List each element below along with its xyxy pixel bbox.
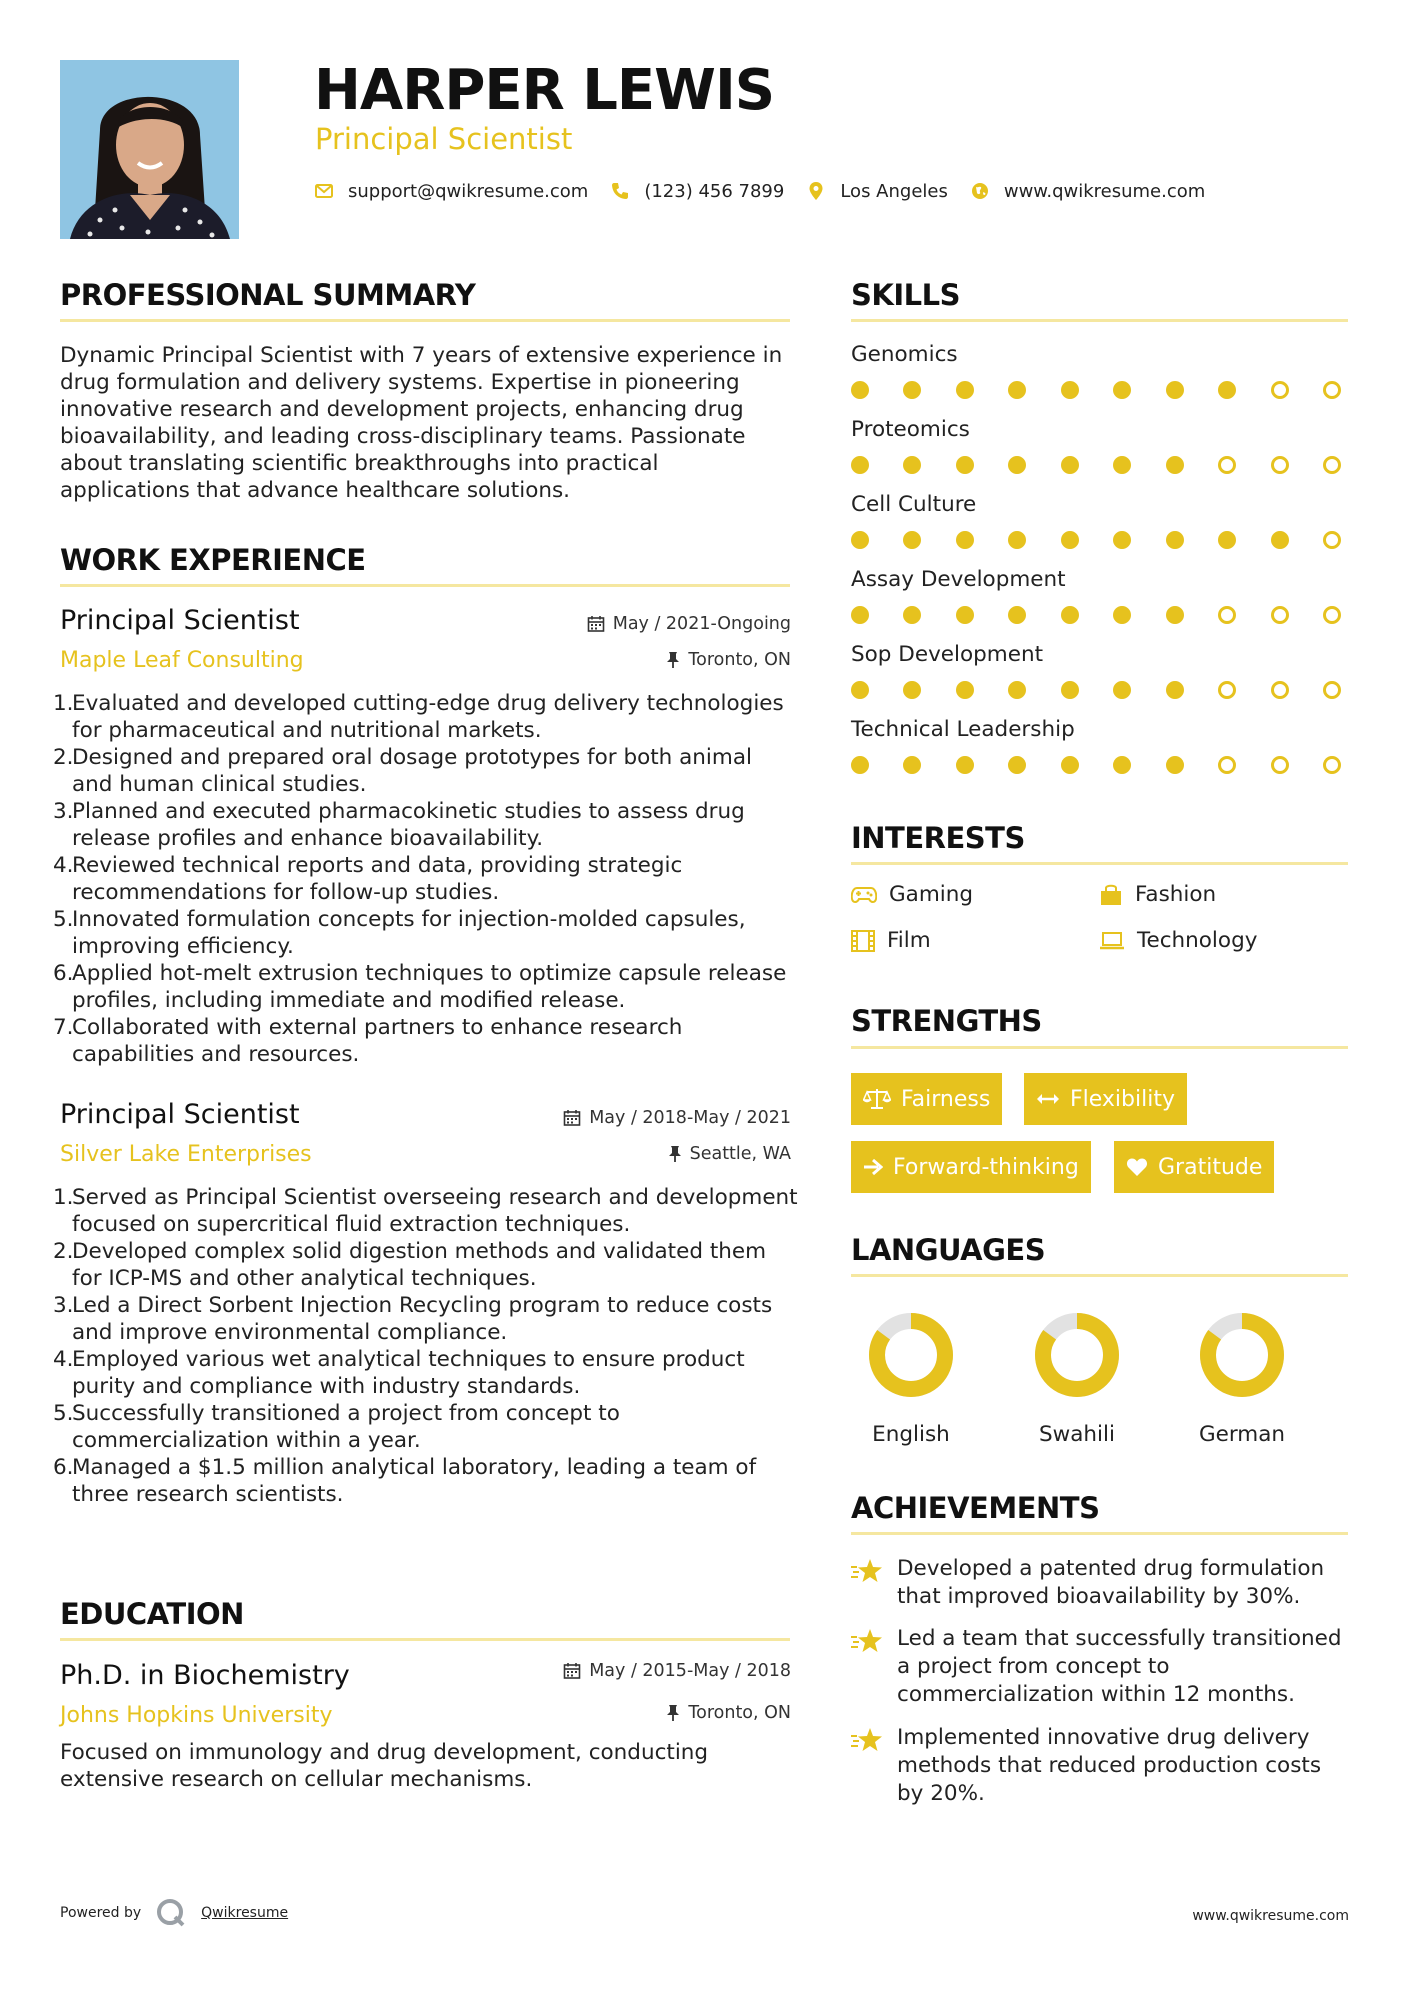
education-dates-text: May / 2015-May / 2018	[589, 1661, 791, 1681]
strengths-heading: STRENGTHS	[851, 1004, 1042, 1038]
strength-gratitude: Gratitude	[1114, 1141, 1274, 1193]
skill-dot-empty	[1323, 606, 1341, 624]
skill-dot-filled	[956, 681, 974, 699]
email-text: support@qwikresume.com	[348, 180, 589, 202]
star-icon	[851, 1727, 883, 1753]
skill-dot-filled	[903, 681, 921, 699]
skill-dot-empty	[1323, 756, 1341, 774]
strength-fairness: Fairness	[851, 1073, 1002, 1125]
strength-forward-thinking: Forward-thinking	[851, 1141, 1091, 1193]
skill-dot-filled	[1218, 531, 1236, 549]
list-item: 5. Innovated formulation concepts for injection-molded capsules, improving efficiency.	[53, 907, 746, 959]
footer-url[interactable]: www.qwikresume.com	[1192, 1908, 1349, 1924]
contact-email[interactable]	[314, 181, 588, 202]
skill-dot-filled	[1008, 756, 1026, 774]
skill-dot-filled	[956, 531, 974, 549]
calendar-icon	[587, 615, 605, 633]
language-donut	[1032, 1310, 1122, 1400]
list-item: 6. Applied hot-melt extrusion techniques to optimize capsule release profiles, including immediate and modified release.	[53, 961, 787, 1013]
skill-rating	[851, 381, 1341, 399]
mail-icon	[314, 181, 334, 201]
skill-dot-empty	[1218, 456, 1236, 474]
skills-divider	[851, 319, 1348, 322]
education-description: Focused on immunology and drug development, conducting extensive research on cellular mechanisms.	[60, 1740, 709, 1792]
skill-genomics	[851, 342, 1341, 399]
list-item: 2. Designed and prepared oral dosage prototypes for both animal and human clinical studies.	[53, 745, 753, 797]
skill-dot-filled	[1166, 381, 1184, 399]
gamepad-icon	[851, 886, 877, 904]
skill-dot-filled	[956, 381, 974, 399]
interests-heading: INTERESTS	[851, 821, 1025, 855]
candidate-role: Principal Scientist	[315, 122, 573, 156]
skill-dot-filled	[1113, 531, 1131, 549]
interests-divider	[851, 862, 1348, 865]
languages-heading: LANGUAGES	[851, 1233, 1046, 1267]
pushpin-icon	[666, 1704, 680, 1722]
skill-cell-culture	[851, 492, 1341, 549]
job-2-company: Silver Lake Enterprises	[60, 1142, 312, 1167]
strengths-divider	[851, 1046, 1348, 1049]
arrows-horizontal-icon	[1036, 1092, 1060, 1106]
skill-dot-empty	[1271, 456, 1289, 474]
job-1-bullets	[53, 690, 798, 1068]
phone-text: (123) 456 7899	[644, 180, 785, 202]
skill-name: Cell Culture	[851, 492, 977, 517]
list-item: 1. Evaluated and developed cutting-edge drug delivery technologies for pharmaceutical and nutritional markets.	[53, 691, 784, 743]
summary-heading: PROFESSIONAL SUMMARY	[60, 278, 476, 312]
pushpin-icon	[666, 651, 680, 669]
skill-dot-filled	[956, 606, 974, 624]
powered-by-label: Powered by	[60, 1905, 142, 1921]
job-2-title: Principal Scientist	[60, 1099, 300, 1130]
job-1-location	[450, 650, 791, 670]
school-name: Johns Hopkins University	[60, 1703, 333, 1728]
skill-name: Proteomics	[851, 417, 970, 442]
achievement-item: Led a team that successfully transitioned a project from concept to commercialization within 12 months.	[851, 1625, 1351, 1709]
work-heading: WORK EXPERIENCE	[60, 543, 366, 577]
arrow-right-icon	[863, 1158, 883, 1176]
job-2-bullets	[53, 1184, 798, 1508]
skill-name: Technical Leadership	[851, 717, 1075, 742]
interest-gaming: Gaming	[851, 882, 973, 907]
achievement-item: Implemented innovative drug delivery methods that reduced production costs by 20%.	[851, 1724, 1351, 1808]
shopping-bag-icon	[1099, 883, 1123, 907]
interest-fashion: Fashion	[1099, 882, 1216, 907]
skill-dot-filled	[1008, 681, 1026, 699]
skill-dot-filled	[903, 456, 921, 474]
skill-sop-development	[851, 642, 1341, 699]
globe-icon	[970, 181, 990, 201]
education-location	[450, 1703, 791, 1723]
skill-dot-filled	[1008, 606, 1026, 624]
list-item: 3. Led a Direct Sorbent Injection Recycling program to reduce costs and improve environmental compliance.	[53, 1293, 773, 1345]
education-heading: EDUCATION	[60, 1597, 244, 1631]
skill-dot-filled	[1166, 531, 1184, 549]
skill-dot-filled	[1113, 606, 1131, 624]
skill-dot-empty	[1323, 681, 1341, 699]
summary-text: Dynamic Principal Scientist with 7 years of extensive experience in drug formulation and delivery systems. Expertise in pioneering innovative research and development projects, enhancing drug bioavailability, and leading cross-disciplinary teams. Passionate about translating scientific breakthroughs into practical applications that advance healthcare solutions.	[60, 343, 783, 503]
candidate-name: HARPER LEWIS	[314, 58, 775, 123]
skill-technical-leadership	[851, 717, 1341, 774]
language-english: English	[851, 1310, 971, 1447]
interest-film: Film	[851, 928, 931, 953]
balance-scale-icon	[863, 1088, 891, 1110]
job-1-dates	[450, 614, 791, 634]
qwikresume-link[interactable]: Qwikresume	[201, 1905, 289, 1921]
skill-dot-empty	[1218, 681, 1236, 699]
list-item: 7. Collaborated with external partners to enhance research capabilities and resources.	[53, 1015, 683, 1067]
skill-dot-filled	[1218, 381, 1236, 399]
skill-dot-filled	[1166, 606, 1184, 624]
star-icon	[851, 1558, 883, 1584]
skill-dot-filled	[1113, 381, 1131, 399]
skill-dot-filled	[1061, 381, 1079, 399]
job-1-title: Principal Scientist	[60, 605, 300, 636]
footer-powered-by	[60, 1897, 288, 1929]
phone-icon	[610, 181, 630, 201]
skill-rating	[851, 531, 1341, 549]
contact-bar	[314, 178, 1227, 204]
skill-proteomics	[851, 417, 1341, 474]
skill-dot-filled	[1008, 381, 1026, 399]
list-item: 4. Reviewed technical reports and data, providing strategic recommendations for follow-up studies.	[53, 853, 683, 905]
location-pin-icon	[806, 181, 826, 201]
summary-divider	[60, 319, 790, 322]
job-1-company: Maple Leaf Consulting	[60, 648, 304, 673]
skill-dot-filled	[851, 456, 869, 474]
pushpin-icon	[668, 1145, 682, 1163]
qwikresume-logo-icon	[155, 1897, 187, 1929]
skill-dot-filled	[1113, 456, 1131, 474]
skills-heading: SKILLS	[851, 278, 960, 312]
profile-photo	[60, 60, 239, 239]
job-2-location-text: Seattle, WA	[689, 1144, 791, 1164]
skill-dot-filled	[1271, 531, 1289, 549]
skill-dot-filled	[851, 681, 869, 699]
skill-dot-filled	[956, 456, 974, 474]
skill-dot-filled	[1008, 531, 1026, 549]
skill-dot-filled	[1113, 681, 1131, 699]
job-2-dates-text: May / 2018-May / 2021	[589, 1108, 791, 1128]
skill-dot-filled	[903, 756, 921, 774]
achievements-divider	[851, 1532, 1348, 1535]
skill-dot-empty	[1271, 756, 1289, 774]
education-dates	[450, 1661, 791, 1681]
list-item: 1. Served as Principal Scientist overseeing research and development focused on supercritical fluid extraction techniques.	[53, 1185, 798, 1237]
skill-dot-filled	[851, 531, 869, 549]
list-item: 4. Employed various wet analytical techniques to ensure product purity and compliance with industry standards.	[53, 1347, 745, 1399]
skill-dot-filled	[1061, 681, 1079, 699]
job-2-dates	[450, 1108, 791, 1128]
languages-divider	[851, 1274, 1348, 1277]
film-icon	[851, 930, 875, 952]
strength-flexibility: Flexibility	[1024, 1073, 1187, 1125]
skill-dot-filled	[1061, 606, 1079, 624]
language-german: German	[1182, 1310, 1302, 1447]
skill-dot-empty	[1271, 381, 1289, 399]
skill-dot-empty	[1271, 606, 1289, 624]
contact-website[interactable]	[970, 181, 1205, 202]
skill-dot-filled	[1061, 756, 1079, 774]
website-text: www.qwikresume.com	[1003, 180, 1206, 202]
language-donut	[1197, 1310, 1287, 1400]
laptop-icon	[1099, 931, 1125, 951]
skill-dot-filled	[1061, 456, 1079, 474]
interest-technology: Technology	[1099, 928, 1257, 953]
skill-dot-empty	[1323, 531, 1341, 549]
star-icon	[851, 1628, 883, 1654]
degree-title: Ph.D. in Biochemistry	[60, 1660, 350, 1691]
skill-dot-filled	[1166, 456, 1184, 474]
skill-dot-filled	[1166, 681, 1184, 699]
skill-dot-empty	[1218, 756, 1236, 774]
skill-assay-development	[851, 567, 1341, 624]
job-1-location-text: Toronto, ON	[688, 650, 791, 670]
skill-dot-filled	[903, 381, 921, 399]
skill-rating	[851, 606, 1341, 624]
job-2-location	[450, 1144, 791, 1164]
skill-name: Genomics	[851, 342, 958, 367]
skill-dot-filled	[1166, 756, 1184, 774]
calendar-icon	[563, 1109, 581, 1127]
skill-dot-empty	[1323, 456, 1341, 474]
list-item: 6. Managed a $1.5 million analytical laboratory, leading a team of three research scientists.	[53, 1455, 757, 1507]
skill-dot-filled	[851, 756, 869, 774]
contact-location	[806, 181, 948, 202]
heart-icon	[1126, 1157, 1148, 1177]
work-divider	[60, 584, 790, 587]
skill-rating	[851, 756, 1341, 774]
skill-dot-filled	[903, 606, 921, 624]
skill-dot-filled	[1113, 756, 1131, 774]
language-swahili: Swahili	[1017, 1310, 1137, 1447]
skill-rating	[851, 681, 1341, 699]
achievements-heading: ACHIEVEMENTS	[851, 1491, 1100, 1525]
achievement-item: Developed a patented drug formulation that improved bioavailability by 30%.	[851, 1555, 1351, 1611]
education-location-text: Toronto, ON	[688, 1703, 791, 1723]
skill-dot-empty	[1218, 606, 1236, 624]
list-item: 5. Successfully transitioned a project from concept to commercialization within a year.	[53, 1401, 620, 1453]
skill-dot-empty	[1323, 381, 1341, 399]
skill-name: Sop Development	[851, 642, 1044, 667]
list-item: 2. Developed complex solid digestion methods and validated them for ICP-MS and other analytical techniques.	[53, 1239, 767, 1291]
calendar-icon	[563, 1662, 581, 1680]
location-text: Los Angeles	[840, 180, 948, 202]
education-divider	[60, 1638, 790, 1641]
skill-dot-filled	[1008, 456, 1026, 474]
skill-dot-filled	[1061, 531, 1079, 549]
skill-dot-filled	[851, 381, 869, 399]
list-item: 3. Planned and executed pharmacokinetic studies to assess drug release profiles and enhance bioavailability.	[53, 799, 745, 851]
skill-dot-filled	[903, 531, 921, 549]
skill-dot-filled	[956, 756, 974, 774]
skill-dot-filled	[851, 606, 869, 624]
job-1-dates-text: May / 2021-Ongoing	[612, 614, 791, 634]
skill-dot-empty	[1271, 681, 1289, 699]
skill-rating	[851, 456, 1341, 474]
contact-phone[interactable]	[610, 181, 784, 202]
language-donut	[866, 1310, 956, 1400]
skill-name: Assay Development	[851, 567, 1066, 592]
